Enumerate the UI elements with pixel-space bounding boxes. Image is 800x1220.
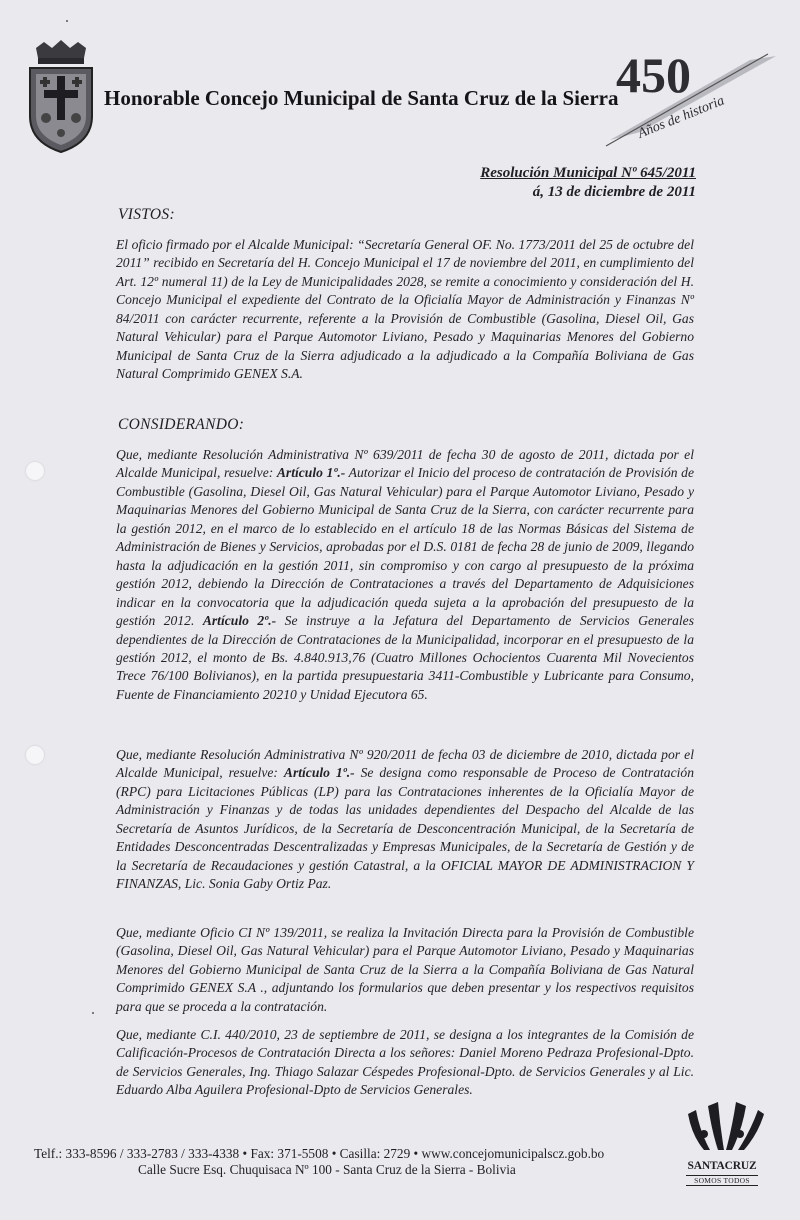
p2-text-a: Que, mediante Resolución Administrativa Nº 920/2011 de fecha 03 de diciembre de 2010, dictada por el Alcalde Municipal, resuelve: [116,747,694,781]
anniversary-text: Años de historia [635,93,727,142]
vistos-paragraph: El oficio firmado por el Alcalde Municipal: “Secretaría General OF. No. 1773/2011 del 25 de octubre del 2011” recibido en Secretaría del H. Concejo Municipal el 17 de noviembre del 2011, en cumplimiento del Art. 12º numeral 11) de la Ley de Municipalidades 2028, se remite a conocimiento y consideración del H. Concejo Municipal el expediente del Contrato de la Oficialía Mayor de Administración y Finanzas Nº 84/2011 con carácter recurrente, referente a la Provisión de Combustible (Gasolina, Diesel Oil, Gas Natural Vehicular) para el Parque Automotor Liviano, Pesado y Maquinarias Menores del Gobierno Municipal de Santa Cruz de la Sierra adjudicado a la adjudicado a la Compañía Boliviana de Gas Natural Comprimido GENEX S.A. [116,237,694,382]
p1-article-2: Artículo 2º.- [202,613,277,629]
considerando-paragraph-3: Que, mediante Oficio CI Nº 139/2011, se realiza la Invitación Directa para la Provisión de Combustible (Gasolina, Diesel Oil, Gas Natural Vehicular) para el Parque Automotor Liviano, Pesado y Maquinarias Menores del Gobierno Municipal de Santa Cruz de la Sierra a la Compañía Boliviana de Gas Natural Comprimido GENEX S.A ., adjuntando los formularios que deben presentar y los respectivos requisitos para que se proceda a la contratación. [116,925,694,1014]
resolution-reference [480,164,696,202]
p1-text-a: Que, mediante Resolución Administrativa Nº 639/2011 de fecha 30 de agosto de 2011, dictada por el Alcalde Municipal, resuelve: [116,447,694,481]
footer-address: Calle Sucre Esq. Chuquisaca Nº 100 - Santa Cruz de la Sierra - Bolivia [138,1162,516,1177]
punch-hole [26,746,44,764]
punch-hole [26,462,44,480]
anniversary-logo [600,40,778,152]
considerando-paragraph-2 [116,746,694,894]
speck [92,1012,94,1014]
organization-title: Honorable Concejo Municipal de Santa Cruz de la Sierra [104,86,619,110]
footer-contact: Telf.: 333-8596 / 333-2783 / 333-4338 • Fax: 371-5508 • Casilla: 2729 • www.concejomunicipalscz.gob.bo [34,1146,605,1161]
p1-article-1: Artículo 1º.- [276,465,346,481]
anniversary-number: 450 [616,47,691,103]
considerando-heading: CONSIDERANDO: [118,416,245,433]
santa-cruz-logo-tagline: SOMOS TODOS [686,1175,758,1186]
p1-text-b: Autorizar el Inicio del proceso de contratación de Provisión de Combustible (Gasolina, Diesel Oil, Gas Natural Vehicular) para el Parque Automotor Liviano, Pesado y Maquinarias Menores del Gobierno Municipal de Santa Cruz de la Sierra, con carácter recurrente para la gestión 2012, en el marco de lo establecido en el artículo 18 de las Normas Básicas del Sistema de Administración de Bienes y Servicios, aprobadas por el D.S. 0181 de fecha 28 de junio de 2009, llegando hasta la adjudicación en la gestión 2011, sin compromiso y con cargo al presupuesto de la próxima gestión 2012, debiendo la Dirección de Contrataciones a través del Departamento de Adquisiciones indicar en la convocatoria que la adjudicación queda sujeta a la aprobación del presupuesto de la gestión 2012. [116,465,694,629]
resolution-date: á, 13 de diciembre de 2011 [532,184,696,200]
considerando-paragraph-4: Que, mediante C.I. 440/2010, 23 de septiembre de 2011, se designa a los integrantes de la Comisión de Calificación-Procesos de Contratación Directa a los señores: Daniel Moreno Pedraza Profesional-Dpto. de Servicios Generales, Ing. Thiago Salazar Céspedes Profesional-Dpto. de Servicios Generales y al Lic. Eduardo Alba Aguilera Profesional-Dpto de Servicios Generales. [116,1027,694,1098]
speck [66,20,68,22]
p1-text-c: Se instruye a la Jefatura del Departamento de Servicios Generales dependientes de la Dirección de Contrataciones de la Municipalidad, incorporar en el presupuesto de la gestión 2012, el monto de Bs. 4.840.913,76 (Cuatro Millones Ochocientos Cuarenta Mil Novecientos Trece 76/100 Bolivianos), en la partida presupuestaria 3411-Combustible y Lubricante para Consumo, Fuente de Financiamiento 20210 y Unidad Ejecutora 65. [116,613,695,702]
considerando-paragraph-1 [116,446,694,704]
p2-text-b: Se designa como responsable de Proceso de Contratación (RPC) para Licitaciones Públicas (LP) para las Contrataciones inherentes de la Oficialía Mayor de Administración y Finanzas y de todas las unidades dependientes del Despacho del Alcalde de las Secretaría de Asuntos Jurídicos, de la Secretaría de Desconcentración Municipal, de la Secretaría de Entidades Desconcentradas Descentralizadas y Empresas Municipales, de la Secretaría de Gestión y de la Secretaría de Recaudaciones y gestión Catastral, a la OFICIAL MAYOR DE ADMINISTRACION Y FINANZAS, Lic. Sonia Gaby Ortiz Paz. [116,765,694,892]
resolution-number: Resolución Municipal Nº 645/2011 [480,165,696,181]
santa-cruz-logo-name: SANTACRUZ [687,1160,757,1172]
coat-of-arms-icon [22,38,100,156]
p2-article-1: Artículo 1º.- [283,765,355,781]
vistos-heading: VISTOS: [118,206,175,223]
